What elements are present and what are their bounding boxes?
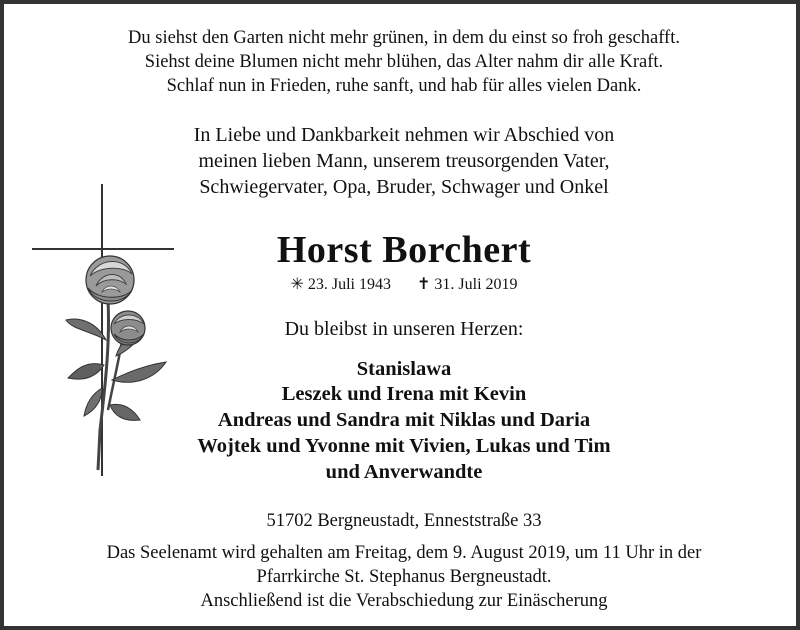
hearts-line: Du bleibst in unseren Herzen: — [284, 318, 524, 340]
service-line-1: Das Seelenamt wird gehalten am Freitag, dem 9. August 2019, um 11 Uhr in der — [106, 543, 702, 563]
poem-line-2: Siehst deine Blumen nicht mehr blühen, das Alter nahm dir alle Kraft. — [144, 52, 664, 72]
intro-line-3: Schwiegervater, Opa, Bruder, Schwager und Onkel — [199, 176, 609, 198]
poem-line-1: Du siehst den Garten nicht mehr grünen, in dem du einst so froh geschafft. — [128, 28, 680, 48]
service-line-2: Pfarrkirche St. Stephanus Bergneustadt. — [256, 567, 552, 587]
family-line-4: Wojtek und Yvonne mit Vivien, Lukas und Tim — [197, 435, 611, 457]
poem-line-3: Schlaf nun in Frieden, ruhe sanft, und hab für alles vielen Dank. — [166, 76, 642, 96]
intro-line-1: In Liebe und Dankbarkeit nehmen wir Abschied von — [193, 124, 615, 146]
birth-date: 23. Juli 1943 — [307, 276, 391, 293]
service-line-3: Anschließend ist die Verabschiedung zur Einäscherung — [200, 591, 608, 611]
family-line-1: Stanislawa — [356, 358, 452, 380]
death-cross-icon: ✝ — [417, 276, 431, 293]
family-line-3: Andreas und Sandra mit Niklas und Daria — [217, 409, 591, 431]
intro-line-2: meinen lieben Mann, unserem treusorgenden Vater, — [198, 150, 610, 172]
address: 51702 Bergneustadt, Enneststraße 33 — [266, 511, 542, 531]
birth-star-icon: ✳ — [290, 276, 304, 293]
cross-with-roses-icon — [28, 180, 178, 480]
death-date: 31. Juli 2019 — [434, 276, 518, 293]
deceased-name: Horst Borchert — [276, 229, 532, 271]
family-line-2: Leszek und Irena mit Kevin — [281, 383, 527, 405]
family-line-5: und Anverwandte — [325, 461, 483, 483]
